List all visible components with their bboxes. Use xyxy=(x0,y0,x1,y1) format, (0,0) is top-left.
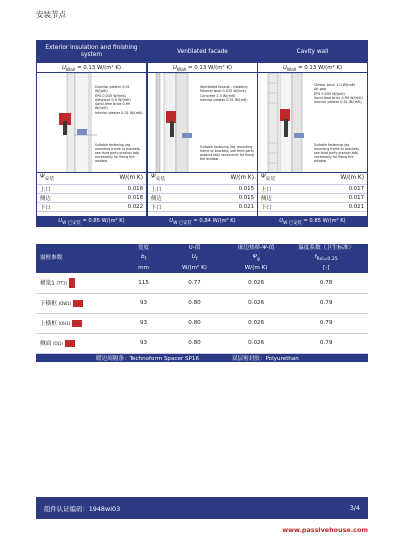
detail-drawing xyxy=(37,73,146,173)
table-row: 下横框 (OW1) 93 0.80 0.026 0.79 xyxy=(36,293,368,313)
drawing-labels: Ventilated facade - cladding Mineral wool 0.035 W/(mK) Concrete 2.3 W/(mK) Interior plaster 0.51 W/(mK) xyxy=(200,85,248,102)
panel-title: Cavity wall xyxy=(258,41,367,63)
profile-icon xyxy=(72,320,82,327)
psi-label: $\Psi_{安装}$ xyxy=(258,173,302,184)
panel-u-value: $U_{Wall} = 0.13$ W/(m² K) xyxy=(258,63,367,73)
row-value: 0.018 xyxy=(81,184,146,193)
row-label: 上口 xyxy=(148,184,192,193)
row-label: 上口 xyxy=(37,184,81,193)
row-label: 侧边 xyxy=(148,193,192,202)
table-row: 侧面 (OJ1) 93 0.80 0.026 0.79 xyxy=(36,333,368,353)
row-label: 侧边 xyxy=(37,193,81,202)
row-label: 下口 xyxy=(258,202,302,211)
footer-bar xyxy=(36,497,368,519)
row-value: 0.015 xyxy=(192,184,257,193)
detail-drawing xyxy=(148,73,257,173)
table-row: 横梁1 (TT1) 115 0.77 0.026 0.78 xyxy=(36,273,368,293)
row-label: 下口 xyxy=(37,202,81,211)
panel-ventilated-facade: Ventilated facade $U_{Wall} = 0.13$ W/(m² K) Ventilated facade - cladding Mineral wool 0.035 W/(mK) Concrete 2.3 W/(mK) Interior plaster 0.51 W/(mK) Suitable fastening (eg. mounting frame or brackets, see third party product tab) necessarily for fixing the window $\Psi_{安装}$ W/(m K) 上口 0.015 侧边 0.015 下口 0.021 $U_{W 已安装} = 0.84$ W/(m² K) xyxy=(147,40,258,227)
panel-cavity-wall: Cavity wall $U_{Wall} = 0.13$ W/(m² K) Clinker brick 1.0 W/(mK) Air gap EPS 0.035 W/(mK) Sand-lime brick 0.99 W/(mK) Interior plaster 0.51 W/(mK) Suitable fastening (eg. mounting frame or brackets, see third party product tab) necessarily for fixing the window $\Psi_{安装}$ W/(m K) 上口 0.017 侧边 0.017 下口 0.021 $U_{W 已安装} = 0.85$ W/(m² K) xyxy=(257,40,368,227)
row-value: 0.021 xyxy=(192,202,257,211)
uw-installed: $U_{W 已安装} = 0.85$ W/(m² K) xyxy=(258,216,367,226)
uw-installed: $U_{W 已安装} = 0.84$ W/(m² K) xyxy=(148,216,257,226)
row-label: 下口 xyxy=(148,202,192,211)
panel-title: Ventilated facade xyxy=(148,41,257,63)
website-link[interactable]: www.passivehouse.com xyxy=(282,526,368,534)
row-value: 0.018 xyxy=(81,193,146,202)
psi-label: $\Psi_{安装}$ xyxy=(148,173,192,184)
row-value: 0.017 xyxy=(302,193,367,202)
header-psi: 嵌边热桥-Ψ-值 xyxy=(237,245,275,251)
panel-u-value: $U_{Wall} = 0.13$ W/(m² K) xyxy=(148,63,257,73)
page-number: 3/4 xyxy=(349,504,360,512)
row-label: 侧边 xyxy=(258,193,302,202)
row-value: 0.021 xyxy=(302,202,367,211)
row-label: 上口 xyxy=(258,184,302,193)
detail-drawing xyxy=(258,73,367,173)
panel-title: Exterior insulation and finishing system xyxy=(37,41,146,63)
header-temp: 温度系数（卫生标准） xyxy=(298,245,355,251)
drawing-labels: Clinker brick 1.0 W/(mK) Air gap EPS 0.035 W/(mK) Sand-lime brick 0.99 W/(mK) Interior plaster 0.51 W/(mK) xyxy=(314,83,363,105)
sealant-label: 双层密封胶：Polyurethan xyxy=(228,353,368,362)
drawing-labels: Exterior plaster 0.01 W/(mK) EPS 0.035 W/(mK) Adhesive 0.9 W/(mK) Sand-lime brick 0.99 W/(mK) Interior plaster 0.51 W/(mK) xyxy=(95,85,143,115)
drawing-note: Suitable fastening (eg. mounting frame or brackets, see third party product tab) necessarily for fixing the window xyxy=(95,143,141,163)
drawing-note: Suitable fastening (eg. mounting frame or brackets, see third party product tab) necessarily for fixing the window xyxy=(200,145,254,161)
frame-parameter-table: 窗框参数 宽度 U-值 嵌边热桥-Ψ-值 温度系数（卫生标准） $b_f$ $U_f$ $\Psi_g$ $f_{Rsi=0.25}$ mm W/(m² K) W/(m K) [-] 横梁1 (TT1) 115 0.77 0.026 0.78 下横框 (OW1) 93 0.80 0.026 0.79 上横框 (OH1) 93 0.80 0.026 0.79 侧面 (OJ1) 93 0.80 0.026 0.79 暖边间隔条：Technoform Spacer SP16 双层密封胶：Polyurethan xyxy=(36,244,368,362)
uw-installed: $U_{W 已安装} = 0.85$ W/(m² K) xyxy=(37,216,146,226)
psi-label: $\Psi_{安装}$ xyxy=(37,173,81,184)
profile-icon xyxy=(69,278,75,288)
section-title: 安装节点 xyxy=(36,10,66,19)
row-value: 0.017 xyxy=(302,184,367,193)
panel-u-value: $U_{Wall} = 0.13$ W/(m² K) xyxy=(37,63,146,73)
spacer-label: 暖边间隔条：Technoform Spacer SP16 xyxy=(36,353,228,362)
profile-icon xyxy=(65,340,75,347)
drawing-note: Suitable fastening (eg. mounting frame or brackets, see third party product tab) necessarily for fixing the window xyxy=(314,143,360,163)
header-width: 宽度 xyxy=(137,245,150,251)
panel-exterior-insulation: Exterior insulation and finishing system $U_{Wall} = 0.13$ W/(m² K) Exterior plaster 0.01 W/(mK) EPS 0.035 W/(mK) Adhesive 0.9 W/(mK) Sand-lime brick 0.99 W/(mK) Interior plaster 0.51 W/(mK) Suitable fastening (eg. mounting frame or brackets, see third party product tab) necessarily for fixing the window $\Psi_{安装}$ W/(m K) 上口 0.018 侧边 0.018 下口 0.022 $U_{W 已安装} = 0.85$ W/(m² K) xyxy=(36,40,147,227)
table-row: 上横框 (OH1) 93 0.80 0.026 0.79 xyxy=(36,313,368,333)
certificate-code: 组件认证编码：1948wi03 xyxy=(44,504,121,513)
row-value: 0.022 xyxy=(81,202,146,211)
profile-icon xyxy=(73,300,83,307)
header-param: 窗框参数 xyxy=(40,255,63,262)
row-value: 0.015 xyxy=(192,193,257,202)
header-u: U-值 xyxy=(188,245,201,251)
